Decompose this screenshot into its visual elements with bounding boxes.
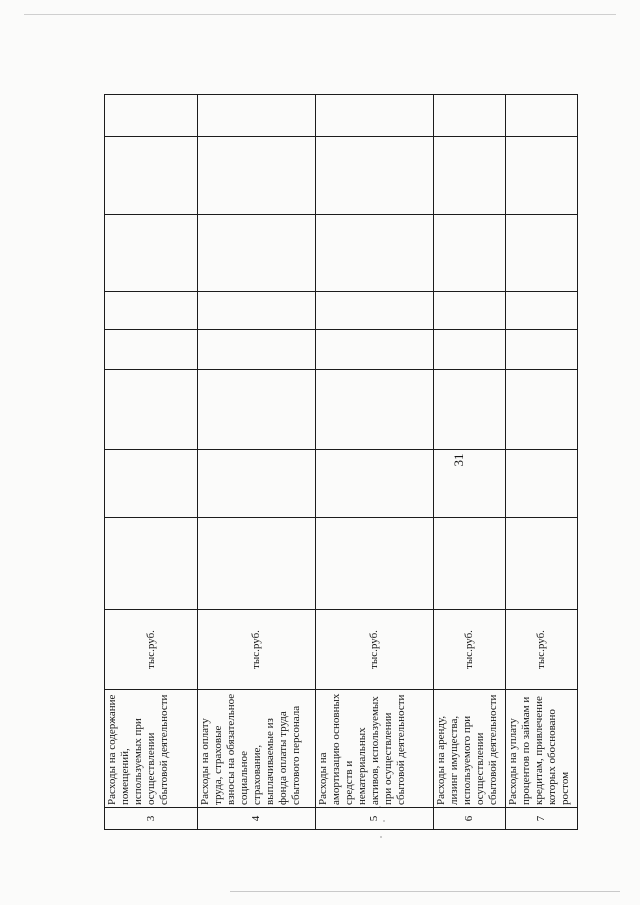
table-cell: [198, 370, 316, 450]
table-cell: [434, 450, 506, 518]
table-cell: [198, 215, 316, 292]
table-cell: [506, 370, 578, 450]
table-cell: [105, 370, 198, 450]
row-number: 6: [434, 808, 506, 830]
row-number: 5: [316, 808, 434, 830]
table-cell: [506, 518, 578, 610]
table-cell: [316, 450, 434, 518]
rotated-table-frame: [104, 95, 577, 830]
row-unit: тыс.руб.: [506, 610, 578, 690]
table-cell: [198, 137, 316, 215]
table-cell: [434, 137, 506, 215]
table-cell: [434, 292, 506, 330]
table-row: [198, 95, 316, 830]
table-cell: [434, 370, 506, 450]
table-cell: [506, 137, 578, 215]
table-row: [506, 95, 578, 830]
table-row: [434, 95, 506, 830]
scan-speck: [380, 836, 382, 838]
table-cell: [506, 450, 578, 518]
table-cell: [506, 292, 578, 330]
table-cell: [105, 330, 198, 370]
table-cell: [316, 330, 434, 370]
table-cell: [105, 518, 198, 610]
table-cell: [316, 518, 434, 610]
row-number: 4: [198, 808, 316, 830]
table-cell: [198, 292, 316, 330]
row-unit: тыс.руб.: [198, 610, 316, 690]
page-number: 31: [451, 453, 466, 467]
table-cell: [316, 95, 434, 137]
table-cell: [198, 518, 316, 610]
table-cell: [105, 450, 198, 518]
table-cell: [434, 330, 506, 370]
row-name: Расходы на уплату процентов по займам и кредитам, привлечение которых обосновано ростом: [506, 690, 578, 808]
table-cell: [434, 518, 506, 610]
row-name: Расходы на амортизацию основных средств и нематериальных активов, используемых при осуществлении сбытовой деятельности: [316, 690, 434, 808]
row-name: Расходы на аренду, лизинг имущества, используемого при осуществлении сбытовой деятельности: [434, 690, 506, 808]
row-number: 7: [506, 808, 578, 830]
table-cell: [316, 215, 434, 292]
scan-edge-line: [24, 14, 616, 15]
table-cell: [506, 95, 578, 137]
table-cell: [198, 330, 316, 370]
table-cell: [105, 215, 198, 292]
table-cell: [105, 292, 198, 330]
table-cell: [105, 95, 198, 137]
row-unit: тыс.руб.: [316, 610, 434, 690]
row-name: Расходы на содержание помещений, используемых при осуществлении сбытовой деятельности: [105, 690, 198, 808]
table-cell: [198, 450, 316, 518]
table-cell: [316, 292, 434, 330]
row-unit: тыс.руб.: [434, 610, 506, 690]
table-cell: [198, 95, 316, 137]
expense-table: [104, 94, 578, 830]
table-cell: [316, 370, 434, 450]
table-cell: [506, 215, 578, 292]
row-name: Расходы на оплату труда, страховые взносы на обязательное социальное страхование, выплачиваемые из фонда оплаты труда сбытового персонала: [198, 690, 316, 808]
table-cell: [105, 137, 198, 215]
table-cell: [434, 95, 506, 137]
table-cell: [506, 330, 578, 370]
row-number: 3: [105, 808, 198, 830]
table-row: [105, 95, 198, 830]
scan-edge-line: [230, 891, 620, 892]
table-cell: [434, 215, 506, 292]
row-unit: тыс.руб.: [105, 610, 198, 690]
table-cell: [316, 137, 434, 215]
table-row: [316, 95, 434, 830]
